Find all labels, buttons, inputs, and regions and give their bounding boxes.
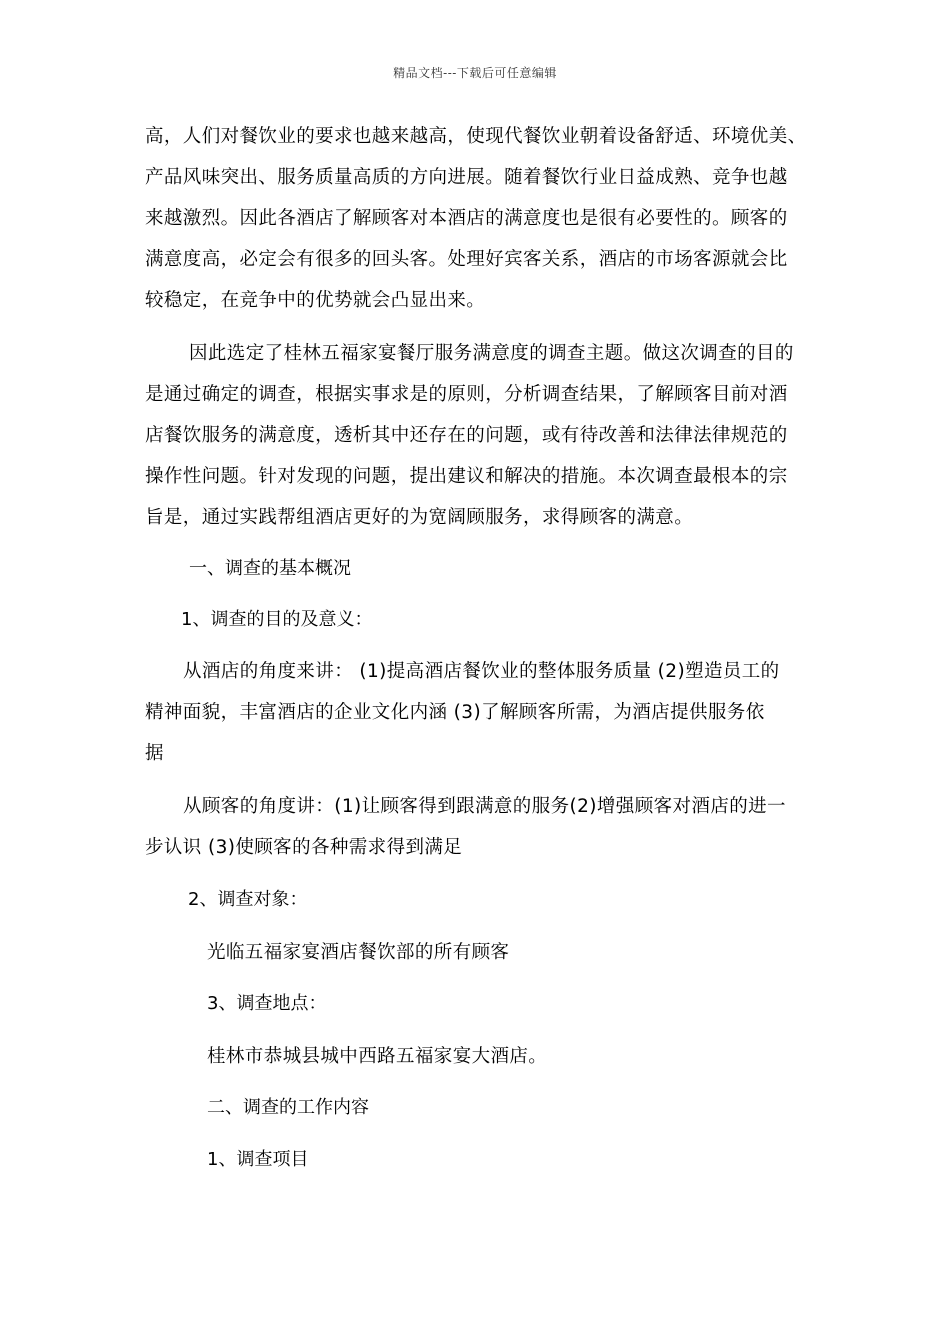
subheading-target: 2、调查对象： (188, 889, 308, 910)
document-body (145, 116, 807, 1180)
text-line: 满意度高，必定会有很多的回头客。处理好宾客关系，酒店的市场客源就会比 (145, 249, 788, 270)
text-line: 较稳定，在竞争中的优势就会凸显出来。 (145, 290, 486, 311)
text-line: 据 (145, 743, 164, 764)
section-heading-overview: 一、调查的基本概况 (189, 558, 351, 579)
paragraph-purpose (145, 333, 807, 538)
subheading-location: 3、调查地点： (207, 993, 327, 1014)
subheading-purpose: 1、调查的目的及意义： (181, 609, 373, 630)
location-description: 桂林市恭城县城中西路五福家宴大酒店。 (207, 1046, 548, 1067)
text-line: 操作性问题。针对发现的问题，提出建议和解决的措施。本次调查最根本的宗 (145, 466, 788, 487)
subheading-items: 1、调查项目 (207, 1149, 309, 1170)
paragraph-intro (145, 116, 807, 321)
text-line: 从顾客的角度讲：(1)让顾客得到跟满意的服务(2)增强顾客对酒店的进一 (183, 796, 786, 817)
text-line: 是通过确定的调查，根据实事求是的原则，分析调查结果，了解顾客目前对酒 (145, 384, 788, 405)
text-line: 来越激烈。因此各酒店了解顾客对本酒店的满意度也是很有必要性的。顾客的 (145, 208, 788, 229)
paragraph-customer-view (145, 786, 807, 868)
text-line: 精神面貌，丰富酒店的企业文化内涵 (3)了解顾客所需，为酒店提供服务依 (145, 702, 765, 723)
text-line: 高，人们对餐饮业的要求也越来越高，使现代餐饮业朝着设备舒适、环境优美、 (145, 126, 807, 147)
text-line: 从酒店的角度来讲： (1)提高酒店餐饮业的整体服务质量 (2)塑造员工的 (183, 661, 780, 682)
target-description: 光临五福家宴酒店餐饮部的所有顾客 (207, 942, 510, 963)
text-line: 因此选定了桂林五福家宴餐厅服务满意度的调查主题。做这次调查的目的 (189, 343, 794, 364)
section-heading-work: 二、调查的工作内容 (207, 1097, 369, 1118)
text-line: 步认识 (3)使顾客的各种需求得到满足 (145, 837, 463, 858)
text-line: 产品风味突出、服务质量高质的方向进展。随着餐饮行业日益成熟、竞争也越 (145, 167, 788, 188)
paragraph-hotel-view (145, 651, 807, 774)
text-line: 旨是，通过实践帮组酒店更好的为宽阔顾服务，求得顾客的满意。 (145, 507, 694, 528)
page-header: 精品文档---下载后可任意编辑 (393, 66, 557, 80)
text-line: 店餐饮服务的满意度，透析其中还存在的问题，或有待改善和法律法律规范的 (145, 425, 788, 446)
